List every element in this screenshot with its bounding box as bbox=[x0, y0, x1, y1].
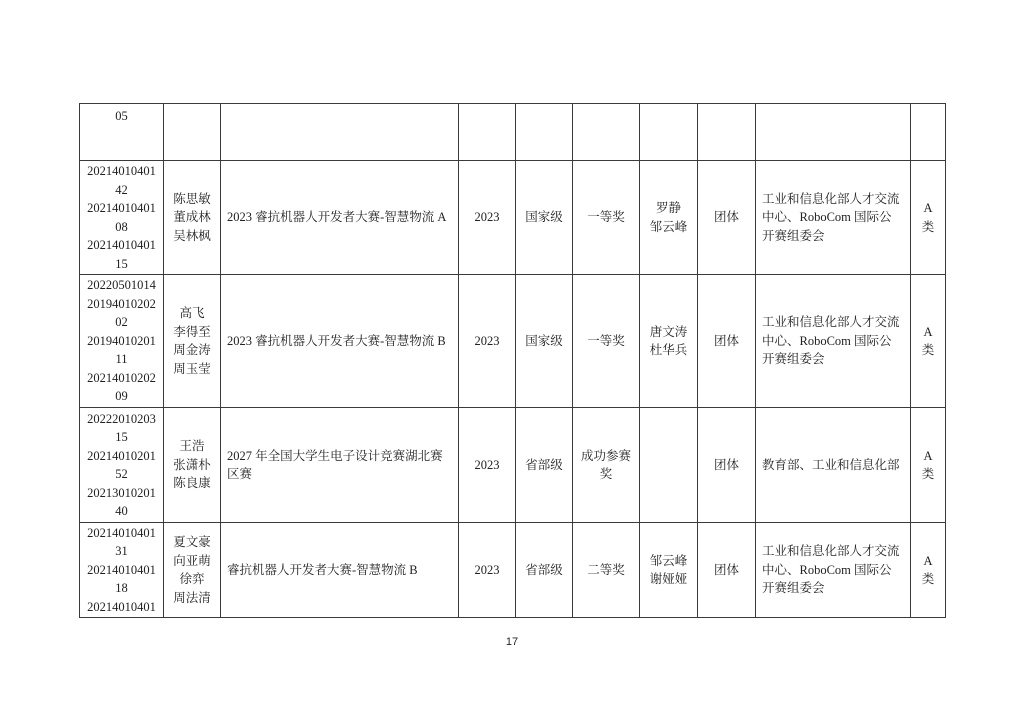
student-name: 周玉莹 bbox=[173, 361, 211, 376]
award-cell: 二等奖 bbox=[573, 523, 640, 618]
student-name: 吴林枫 bbox=[173, 228, 211, 243]
category-cell bbox=[911, 275, 946, 408]
student-name: 周法清 bbox=[173, 590, 211, 605]
category-label: A类 bbox=[921, 201, 935, 234]
student-id: 2021401020152 bbox=[87, 448, 156, 481]
student-name: 董成林 bbox=[173, 210, 211, 225]
student-id: 2021401040118 bbox=[87, 562, 156, 596]
student-name: 王浩 bbox=[179, 439, 205, 454]
competition-cell: 2027 年全国大学生电子设计竞赛湖北赛区赛 bbox=[221, 408, 459, 523]
student-name: 向亚萌 bbox=[173, 553, 211, 568]
category-cell bbox=[911, 523, 946, 618]
student-names-cell bbox=[164, 275, 221, 408]
student-id: 2022201020315 bbox=[87, 411, 156, 444]
organizer-cell: 教育部、工业和信息化部 bbox=[756, 408, 911, 523]
category-label: A类 bbox=[921, 553, 935, 586]
table-row bbox=[80, 408, 946, 523]
student-id: 05 bbox=[115, 109, 128, 123]
student-name: 夏文豪 bbox=[173, 535, 211, 549]
advisor-name: 唐文涛 bbox=[649, 324, 688, 339]
advisors-cell bbox=[640, 161, 698, 275]
student-id: 2021401040115 bbox=[87, 238, 156, 271]
level-cell: 国家级 bbox=[516, 275, 573, 408]
advisors-cell bbox=[640, 104, 698, 161]
table-row bbox=[80, 523, 946, 618]
student-id: 2021301020140 bbox=[87, 485, 156, 518]
award-cell: 一等奖 bbox=[573, 275, 640, 408]
category-label: A类 bbox=[921, 324, 935, 357]
year-cell bbox=[459, 104, 516, 161]
category-cell bbox=[911, 161, 946, 275]
organizer-cell: 工业和信息化部人才交流中心、RoboCom 国际公开赛组委会 bbox=[756, 523, 911, 618]
organizer-cell bbox=[756, 104, 911, 161]
advisor-name: 谢娅娅 bbox=[649, 572, 688, 586]
student-name: 高飞 bbox=[179, 306, 205, 320]
type-cell: 团体 bbox=[698, 161, 756, 275]
competition-cell bbox=[221, 104, 459, 161]
student-id: 2019401020111 bbox=[87, 333, 156, 367]
organizer-cell: 工业和信息化部人才交流中心、RoboCom 国际公开赛组委会 bbox=[756, 161, 911, 275]
table-row bbox=[80, 275, 946, 408]
award-cell: 一等奖 bbox=[573, 161, 640, 275]
category-cell bbox=[911, 104, 946, 161]
type-cell: 团体 bbox=[698, 523, 756, 618]
student-name: 李得至 bbox=[173, 324, 211, 339]
student-name: 张潇朴 bbox=[173, 457, 211, 472]
level-cell: 省部级 bbox=[516, 523, 573, 618]
student-id-cell bbox=[80, 104, 164, 161]
year-cell: 2023 bbox=[459, 523, 516, 618]
student-name: 陈思敏 bbox=[173, 191, 211, 206]
student-id: 2021401040108 bbox=[87, 201, 156, 234]
type-cell bbox=[698, 104, 756, 161]
student-names-cell bbox=[164, 161, 221, 275]
advisor-name: 邹云峰 bbox=[649, 553, 688, 568]
awards-table bbox=[79, 103, 946, 618]
student-id-cell bbox=[80, 275, 164, 408]
year-cell: 2023 bbox=[459, 408, 516, 523]
student-id: 2021401040142 bbox=[87, 164, 156, 197]
student-name: 周金涛 bbox=[173, 343, 211, 357]
table-row bbox=[80, 161, 946, 275]
competition-cell: 2023 睿抗机器人开发者大赛-智慧物流 A bbox=[221, 161, 459, 275]
award-cell bbox=[573, 104, 640, 161]
competition-cell: 睿抗机器人开发者大赛-智慧物流 B bbox=[221, 523, 459, 618]
student-id: 2021401040131 bbox=[87, 525, 156, 559]
student-id-cell bbox=[80, 161, 164, 275]
type-cell: 团体 bbox=[698, 408, 756, 523]
advisors-cell bbox=[640, 408, 698, 523]
student-id-cell bbox=[80, 408, 164, 523]
student-id: 20220501014 bbox=[87, 278, 156, 293]
student-names-cell bbox=[164, 523, 221, 618]
advisor-name: 杜华兵 bbox=[649, 343, 688, 357]
student-id: 2019401020202 bbox=[87, 296, 156, 330]
level-cell bbox=[516, 104, 573, 161]
category-label: A类 bbox=[921, 448, 935, 481]
year-cell: 2023 bbox=[459, 161, 516, 275]
level-cell: 国家级 bbox=[516, 161, 573, 275]
page-number: 17 bbox=[505, 636, 519, 648]
student-name: 陈良康 bbox=[173, 476, 211, 491]
category-cell bbox=[911, 408, 946, 523]
advisors-cell bbox=[640, 275, 698, 408]
competition-cell: 2023 睿抗机器人开发者大赛-智慧物流 B bbox=[221, 275, 459, 408]
year-cell: 2023 bbox=[459, 275, 516, 408]
student-id: 2021401020209 bbox=[87, 370, 156, 404]
organizer-cell: 工业和信息化部人才交流中心、RoboCom 国际公开赛组委会 bbox=[756, 275, 911, 408]
table-row bbox=[80, 104, 946, 161]
student-id-cell bbox=[80, 523, 164, 618]
student-names-cell bbox=[164, 408, 221, 523]
advisors-cell bbox=[640, 523, 698, 618]
award-cell: 成功参赛奖 bbox=[573, 408, 640, 523]
student-name: 徐弈 bbox=[179, 572, 205, 586]
advisor-name: 邹云峰 bbox=[649, 219, 688, 234]
level-cell: 省部级 bbox=[516, 408, 573, 523]
student-id: 20214010401 bbox=[87, 599, 156, 614]
advisor-name: 罗静 bbox=[655, 201, 681, 215]
type-cell: 团体 bbox=[698, 275, 756, 408]
student-names-cell bbox=[164, 104, 221, 161]
